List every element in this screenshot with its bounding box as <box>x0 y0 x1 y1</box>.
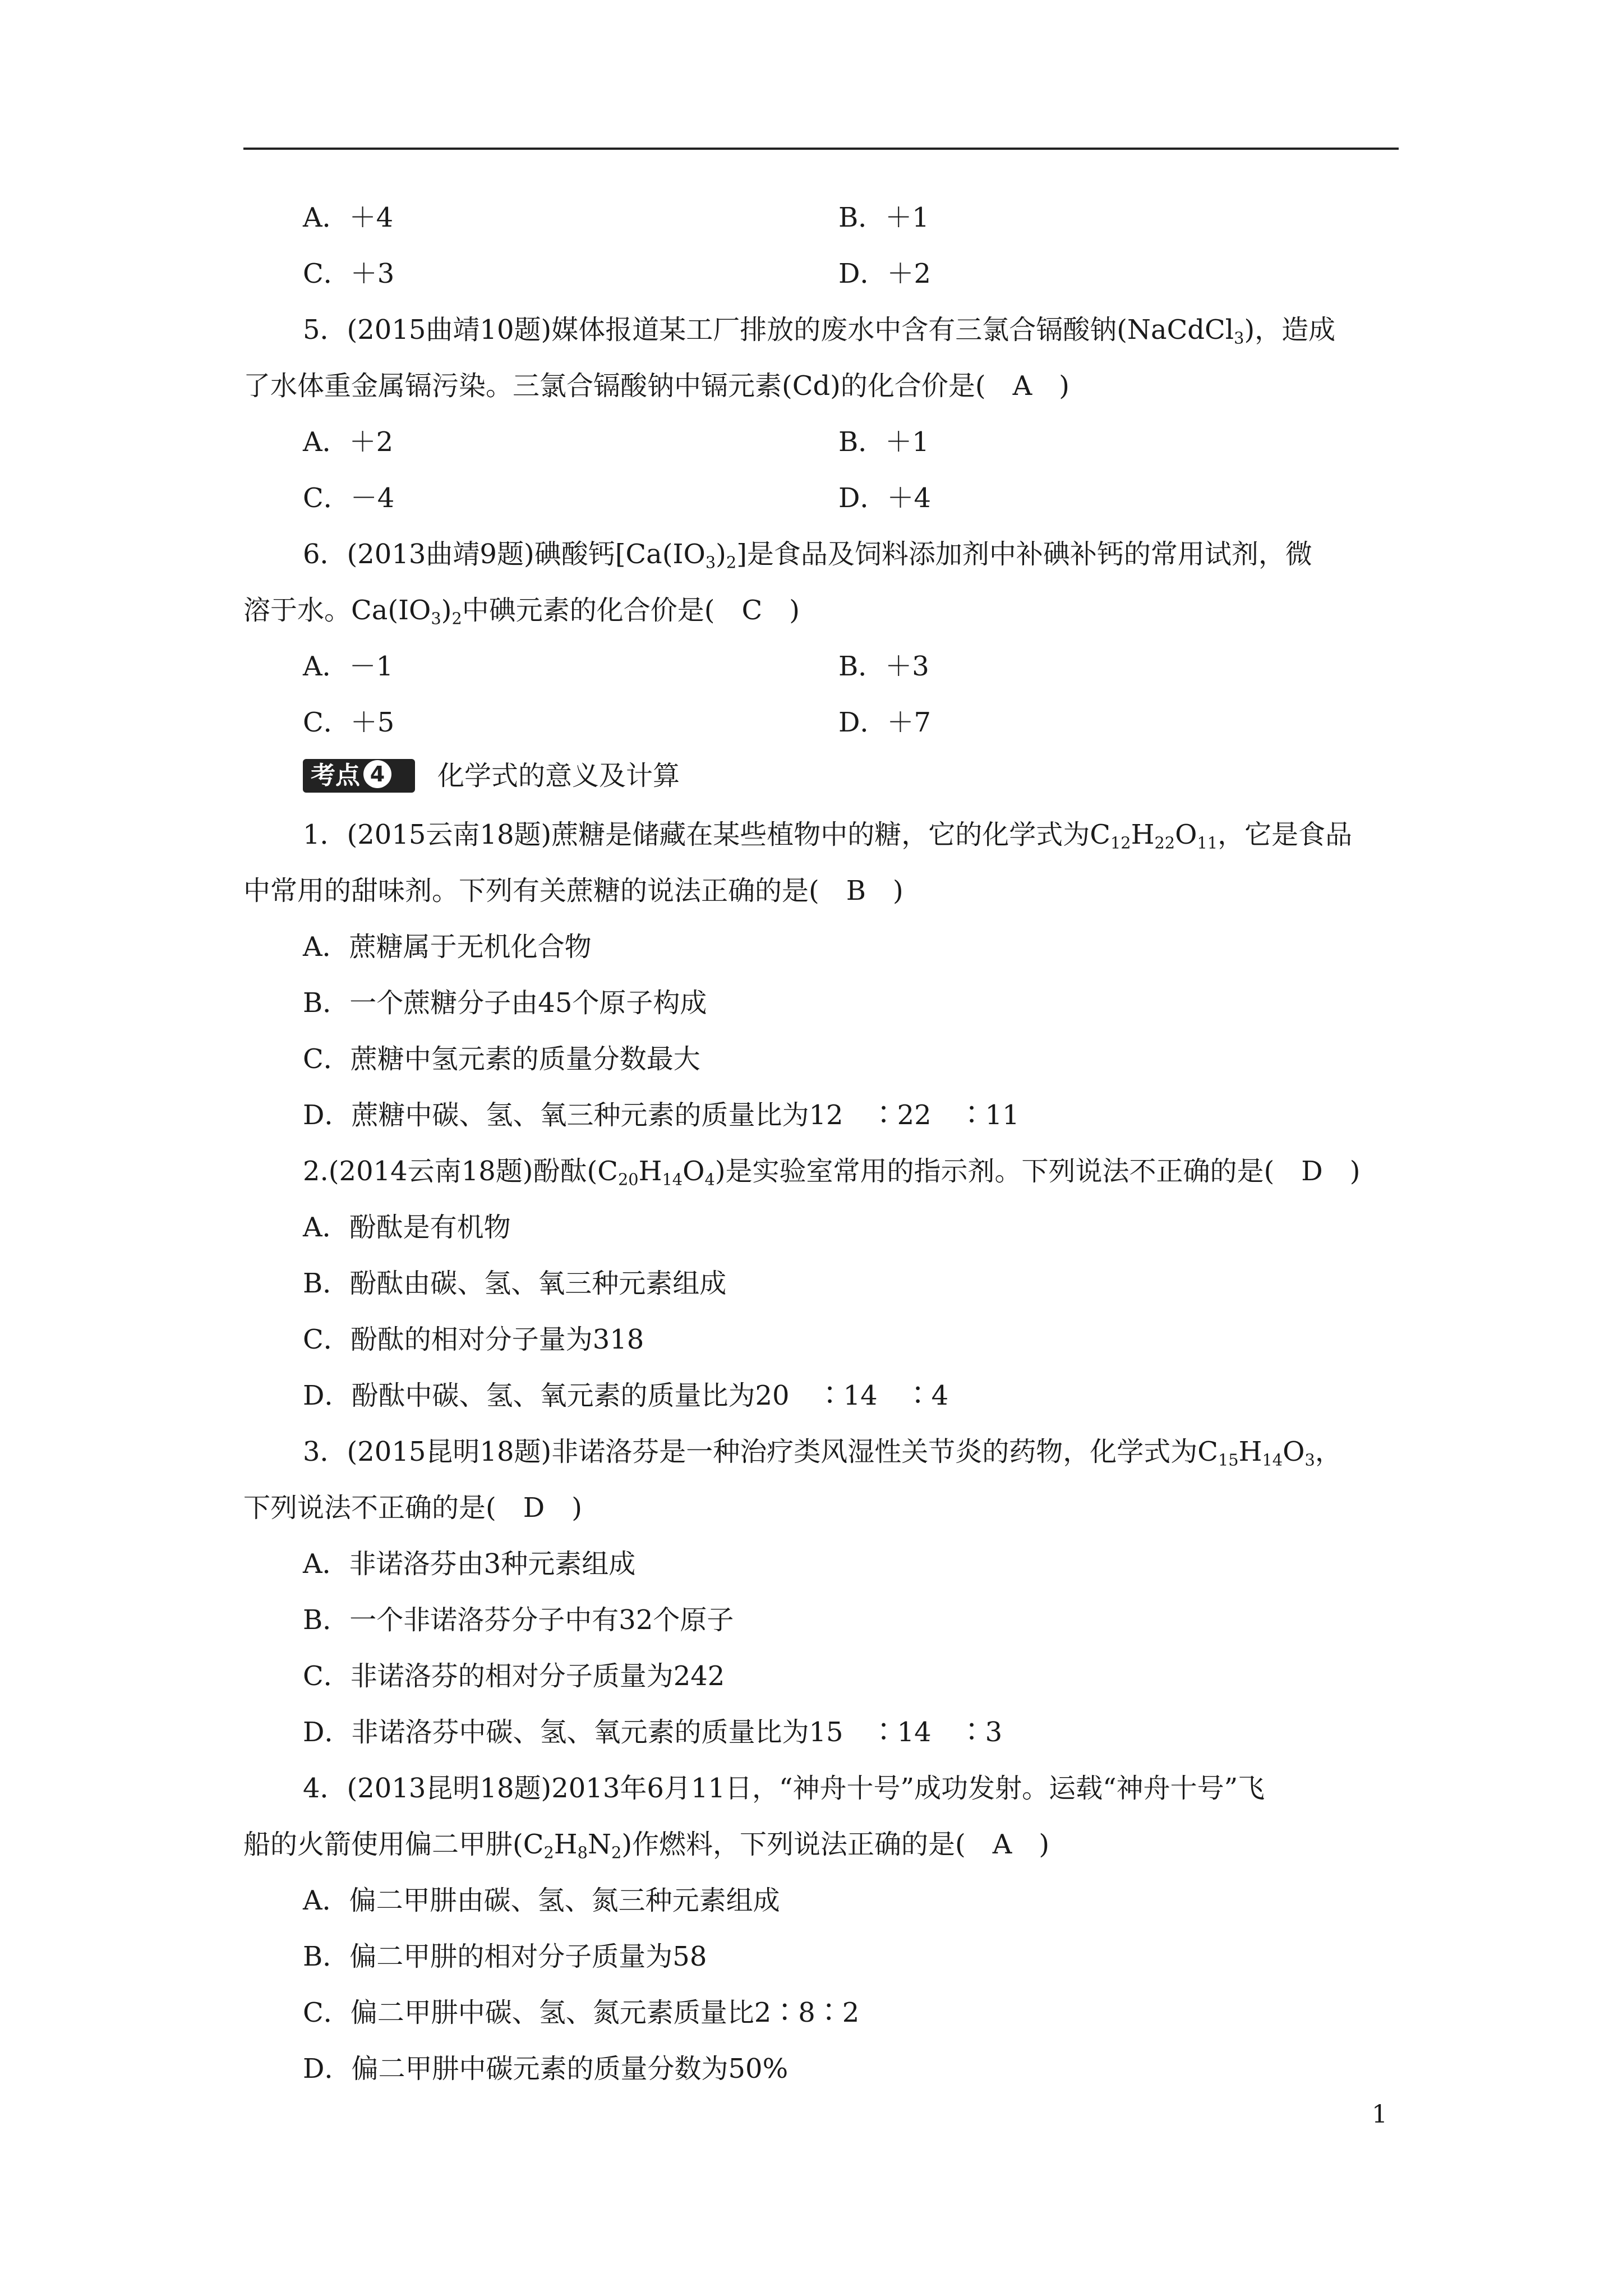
s2-option-d: D．酚酞中碳、氢、氧元素的质量比为20 ∶14 ∶4 <box>303 1380 949 1411</box>
s1-option-b: B．一个蔗糖分子由45个原子构成 <box>303 987 707 1019</box>
question-5-stem-cont: 了水体重金属镉污染。三氯合镉酸钠中镉元素(Cd)的化合价是( A ) <box>243 370 1070 402</box>
q6-option-d: D．＋7 <box>838 707 932 738</box>
q6-option-b: B．＋3 <box>838 651 929 682</box>
s3-option-a: A．非诺洛芬由3种元素组成 <box>303 1548 636 1580</box>
s4-stem: 4．(2013昆明18题)2013年6月11日，“神舟十号”成功发射。运载“神舟十号”飞 <box>303 1773 1265 1804</box>
s3-stem: 3．(2015昆明18题)非诺洛芬是一种治疗类风湿性关节炎的药物，化学式为$C_{15}H_{14}O_3$， <box>303 1436 1342 1470</box>
s2-stem: 2.(2014云南18题)酚酞$(C_{20}H_{14}O_4)$是实验室常用的指示剂。下列说法不正确的是( D ) <box>303 1156 1361 1189</box>
question-6-stem-cont: 溶于水。$Ca(IO_3)_2$中碘元素的化合价是( C ) <box>243 595 800 628</box>
s2-option-b: B．酚酞由碳、氢、氧三种元素组成 <box>303 1268 727 1299</box>
s4-option-d: D．偏二甲肼中碳元素的质量分数为50% <box>303 2053 789 2085</box>
s1-stem: 1．(2015云南18题)蔗糖是储藏在某些植物中的糖，它的化学式为$C_{12}H_{22}O_{11}$，它是食品 <box>303 819 1353 853</box>
q5-option-c: C．－4 <box>303 482 395 514</box>
option-b: B．＋1 <box>838 202 929 233</box>
option-c: C．＋3 <box>303 258 395 289</box>
s2-option-a: A．酚酞是有机物 <box>303 1212 511 1243</box>
s3-option-b: B．一个非诺洛芬分子中有32个原子 <box>303 1604 734 1636</box>
s1-stem-cont: 中常用的甜味剂。下列有关蔗糖的说法正确的是( B ) <box>243 875 903 907</box>
s3-option-c: C．非诺洛芬的相对分子质量为242 <box>303 1660 725 1692</box>
question-5-stem: 5．(2015曲靖10题)媒体报道某工厂排放的废水中含有三氯合镉酸钠(NaCdCl$_3$)，造成 <box>303 314 1336 348</box>
section-number: 4 <box>363 760 391 788</box>
s4-option-a: A．偏二甲肼由碳、氢、氮三种元素组成 <box>303 1885 780 1916</box>
s1-option-d: D．蔗糖中碳、氢、氧三种元素的质量比为12 ∶22 ∶11 <box>303 1099 1020 1131</box>
option-d: D．＋2 <box>838 258 932 289</box>
header-rule <box>243 148 1399 150</box>
s1-option-c: C．蔗糖中氢元素的质量分数最大 <box>303 1043 700 1075</box>
q6-option-a: A．－1 <box>303 651 394 682</box>
s4-option-b: B．偏二甲肼的相对分子质量为58 <box>303 1941 707 1972</box>
s1-option-a: A．蔗糖属于无机化合物 <box>303 931 592 963</box>
page-number: 1 <box>1372 2100 1387 2129</box>
q6-option-c: C．＋5 <box>303 707 395 738</box>
s4-option-c: C．偏二甲肼中碳、氢、氮元素质量比2∶8∶2 <box>303 1997 860 2028</box>
section-badge: 考点 4 <box>303 759 415 793</box>
s3-stem-cont: 下列说法不正确的是( D ) <box>243 1492 582 1524</box>
section-title: 化学式的意义及计算 <box>437 760 680 792</box>
option-a: A．＋4 <box>303 202 394 233</box>
question-6-stem: 6．(2013曲靖9题)碘酸钙$[Ca(IO_3)_2]$是食品及饲料添加剂中补碘补钙的常用试剂，微 <box>303 539 1312 572</box>
s2-option-c: C．酚酞的相对分子量为318 <box>303 1324 644 1355</box>
s4-stem-cont: 船的火箭使用偏二甲肼$(C_2H_8N_2)$作燃料，下列说法正确的是( A ) <box>243 1829 1050 1862</box>
q5-option-a: A．＋2 <box>303 426 394 458</box>
q5-option-d: D．＋4 <box>838 482 932 514</box>
q5-option-b: B．＋1 <box>838 426 929 458</box>
s3-option-d: D．非诺洛芬中碳、氢、氧元素的质量比为15 ∶14 ∶3 <box>303 1717 1003 1748</box>
